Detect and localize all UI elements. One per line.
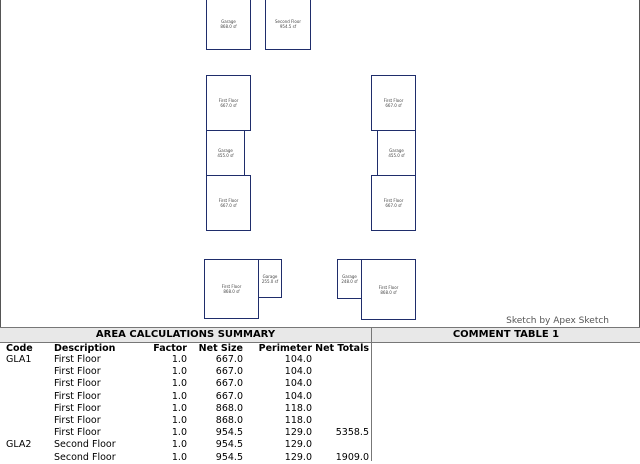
comment-panel [372,328,640,461]
table-row [6,452,369,464]
room-area: 868.0 sf [223,289,240,294]
cell-net-totals: 1909.0 [335,451,369,463]
cell-description: First Floor [54,402,101,414]
room-area: 868.0 sf [220,24,237,29]
table-row [6,415,369,427]
room-label: First Floor [383,98,404,103]
room-6 [377,130,416,176]
cell-description: Second Floor [54,439,116,451]
room-label: First Floor [221,284,242,289]
cell-factor: 1.0 [171,415,187,427]
cell-net-size: 667.0 [215,366,243,378]
cell-code: GLA1 [6,354,32,366]
cell-net-totals [312,403,369,415]
col-factor: Factor [153,343,187,354]
cell-net-totals [312,439,369,451]
area-calculations-panel [0,328,372,461]
room-area: 255.0 sf [261,278,279,284]
room-0 [206,0,251,50]
cell-net-size: 868.0 [215,402,243,414]
cell-factor: 1.0 [171,451,187,463]
cell-code [6,391,54,403]
room-1 [265,0,311,50]
cell-description: Second Floor [54,451,116,463]
area-table-body [6,354,369,464]
room-area: 667.0 sf [220,203,237,208]
room-label: Garage [221,19,236,24]
cell-code [6,427,54,439]
cell-net-size: 954.5 [215,439,243,451]
room-label: Garage [342,274,357,279]
room-label: Second Floor [275,19,301,24]
cell-perimeter: 104.0 [284,378,312,390]
col-description: Description [54,343,116,354]
sketch-credit: Sketch by Apex Sketch [506,316,609,326]
cell-code [6,366,54,378]
cell-factor: 1.0 [171,427,187,439]
room-area: 667.0 sf [220,103,237,108]
cell-description: First Floor [54,354,101,366]
cell-perimeter: 104.0 [284,354,312,366]
room-label: First Floor [218,98,239,103]
room-label: First Floor [378,284,399,290]
cell-net-size: 868.0 [215,415,243,427]
room-label: First Floor [218,198,239,203]
room-area: 455.0 sf [217,153,234,158]
room-11 [361,259,416,320]
cell-perimeter: 118.0 [284,415,312,427]
room-7 [371,175,416,231]
table-row [6,378,369,390]
area-table [6,343,369,464]
table-row [6,439,369,451]
area-table-header-row [6,343,369,354]
room-area: 667.0 sf [385,203,402,208]
table-row [6,391,369,403]
cell-description: First Floor [54,378,101,390]
cell-net-totals [312,391,369,403]
room-4 [206,175,251,231]
table-row [6,354,369,366]
room-3 [206,130,245,176]
room-area: 868.0 sf [380,289,397,295]
cell-factor: 1.0 [171,354,187,366]
cell-perimeter: 104.0 [284,366,312,378]
cell-net-totals [312,354,369,366]
room-label: Garage [262,273,278,279]
table-row [6,427,369,439]
cell-perimeter: 129.0 [284,439,312,451]
room-label: Garage [389,148,404,153]
comment-table-title: COMMENT TABLE 1 [372,328,640,343]
bottom-panel [0,327,640,461]
room-9 [258,259,282,298]
room-area: 248.0 sf [341,279,358,284]
cell-net-totals: 5358.5 [335,427,369,439]
cell-net-size: 954.5 [215,451,243,463]
cell-code [6,415,54,427]
cell-factor: 1.0 [171,366,187,378]
cell-description: First Floor [54,427,101,439]
cell-description: First Floor [54,366,101,378]
cell-code: GLA2 [6,439,32,451]
room-area: 667.0 sf [385,103,402,108]
cell-code [6,403,54,415]
room-label: Garage [218,148,233,153]
cell-factor: 1.0 [171,390,187,402]
col-net-size: Net Size [198,343,243,354]
room-10 [337,259,362,299]
cell-code [6,378,54,390]
cell-net-totals [312,415,369,427]
cell-perimeter: 118.0 [284,402,312,414]
cell-description: First Floor [54,415,101,427]
area-table-title: AREA CALCULATIONS SUMMARY [0,328,371,343]
room-2 [206,75,251,131]
table-row [6,403,369,415]
room-5 [371,75,416,131]
cell-net-totals [312,378,369,390]
cell-perimeter: 129.0 [284,451,312,463]
cell-factor: 1.0 [171,439,187,451]
cell-net-size: 954.5 [215,427,243,439]
room-area: 455.0 sf [388,153,405,158]
cell-net-size: 667.0 [215,378,243,390]
cell-description: First Floor [54,390,101,402]
col-code: Code [6,343,33,354]
cell-net-size: 667.0 [215,390,243,402]
cell-perimeter: 104.0 [284,390,312,402]
cell-code [6,452,54,464]
cell-factor: 1.0 [171,402,187,414]
cell-factor: 1.0 [171,378,187,390]
cell-net-totals [312,366,369,378]
cell-perimeter: 129.0 [284,427,312,439]
table-row [6,366,369,378]
col-net-totals: Net Totals [315,343,369,354]
col-perimeter: Perimeter [258,343,312,354]
cell-net-size: 667.0 [215,354,243,366]
room-label: First Floor [383,198,404,203]
room-8 [204,259,259,319]
room-area: 954.5 sf [279,24,297,29]
